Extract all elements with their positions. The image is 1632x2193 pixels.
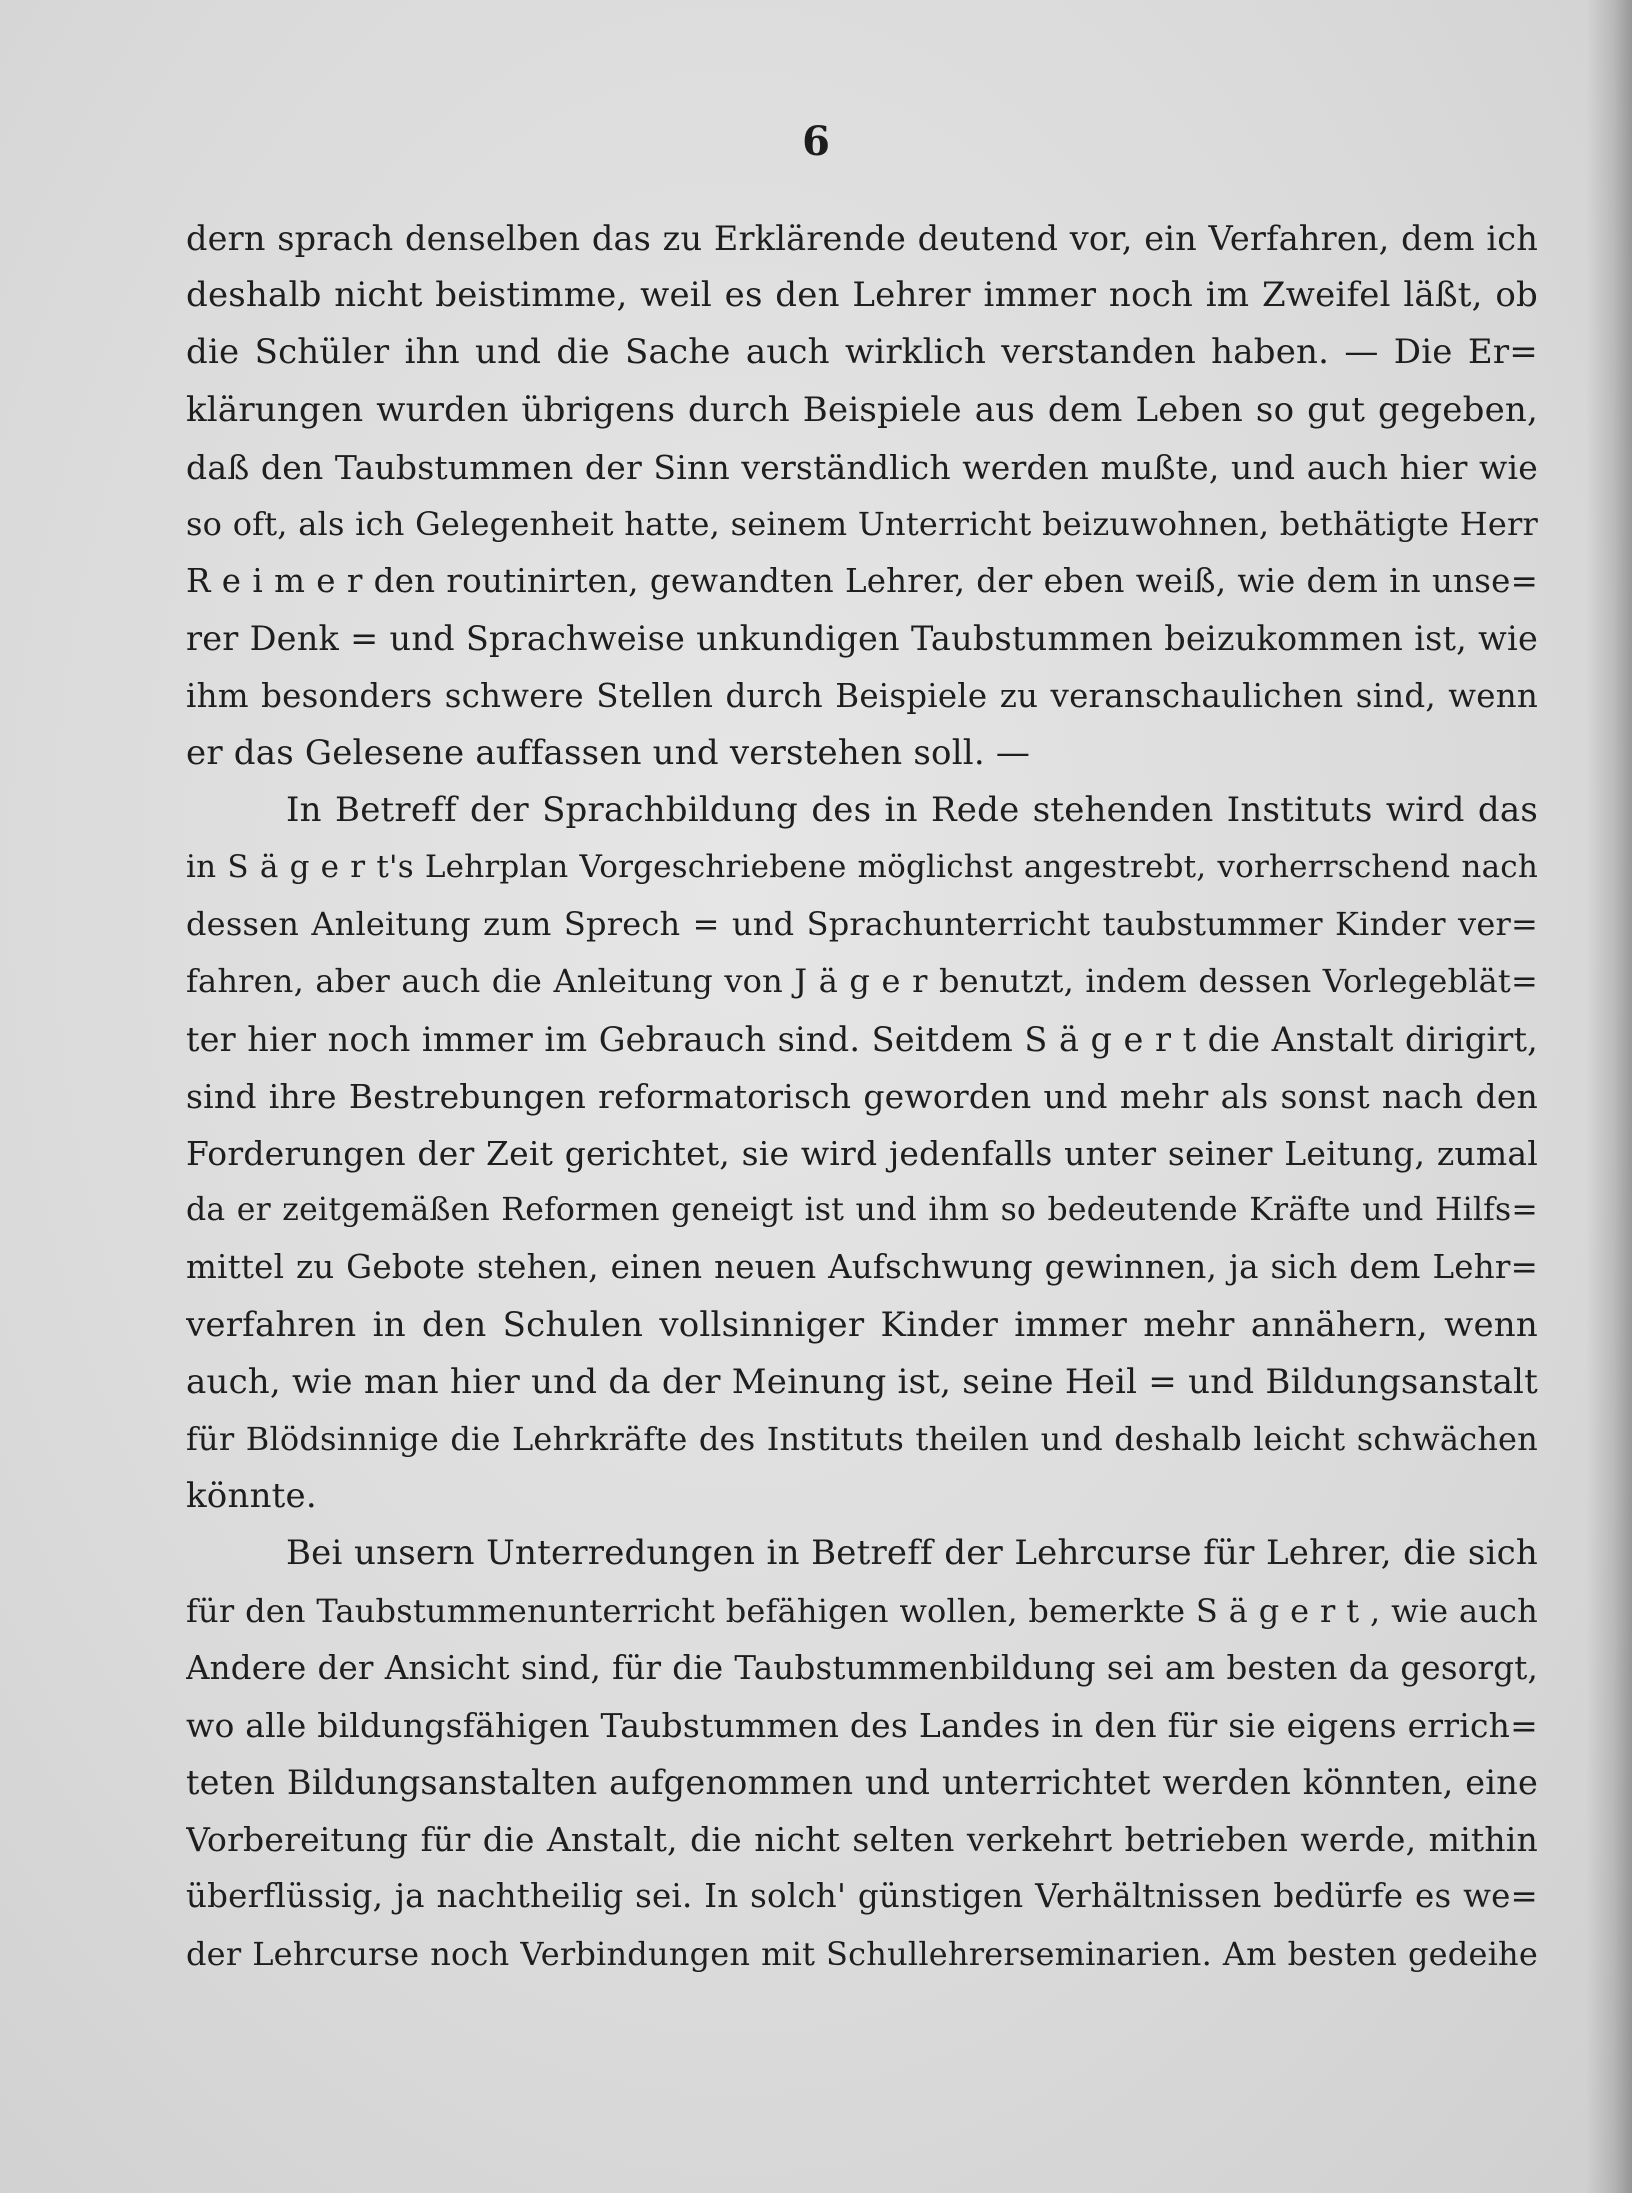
- text-line: ter hier noch immer im Gebrauch sind. Seitdem S ä g e r t die Anstalt dirigirt,: [186, 1019, 1538, 1059]
- text-line: R e i m e r den routinirten, gewandten Lehrer, der eben weiß, wie dem in unse=: [186, 562, 1538, 601]
- text-line: Forderungen der Zeit gerichtet, sie wird jedenfalls unter seiner Leitung, zumal: [186, 1134, 1538, 1173]
- text-line: so oft, als ich Gelegenheit hatte, seinem Unterricht beizuwohnen, bethätigte Herr: [186, 504, 1538, 543]
- text-line: für den Taubstummenunterricht befähigen wollen, bemerkte S ä g e r t , wie auch: [186, 1591, 1538, 1630]
- page-edge-shadow: [1586, 0, 1632, 2193]
- text-line: deshalb nicht beistimme, weil es den Lehrer immer noch im Zweifel läßt, ob: [186, 275, 1538, 316]
- text-line: mittel zu Gebote stehen, einen neuen Aufschwung gewinnen, ja sich dem Lehr=: [186, 1248, 1538, 1287]
- text-line: da er zeitgemäßen Reformen geneigt ist und ihm so bedeutende Kräfte und Hilfs=: [186, 1192, 1538, 1229]
- page-number: 6: [802, 118, 830, 165]
- text-line: In Betreff der Sprachbildung des in Rede stehenden Instituts wird das: [286, 789, 1538, 830]
- text-line: Vorbereitung für die Anstalt, die nicht selten verkehrt betrieben werde, mithin: [186, 1820, 1538, 1860]
- text-line: in S ä g e r t's Lehrplan Vorgeschriebene möglichst angestrebt, vorherrschend nach: [186, 849, 1538, 886]
- text-line: Bei unsern Unterredungen in Betreff der Lehrcurse für Lehrer, die sich: [286, 1533, 1538, 1574]
- text-line: klärungen wurden übrigens durch Beispiele aus dem Leben so gut gegeben,: [186, 389, 1538, 430]
- text-line: verfahren in den Schulen vollsinniger Kinder immer mehr annähern, wenn: [186, 1304, 1538, 1345]
- text-line: fahren, aber auch die Anleitung von J ä g e r benutzt, indem dessen Vorlegeblät=: [186, 962, 1538, 1001]
- text-line: könnte.: [186, 1476, 317, 1517]
- text-line: dern sprach denselben das zu Erklärende deutend vor, ein Verfahren, dem ich: [186, 219, 1538, 258]
- text-line: rer Denk = und Sprachweise unkundigen Taubstummen beizukommen ist, wie: [186, 619, 1538, 659]
- text-line: Andere der Ansicht sind, für die Taubstummenbildung sei am besten da gesorgt,: [186, 1648, 1538, 1687]
- text-line: der Lehrcurse noch Verbindungen mit Schullehrerseminarien. Am besten gedeihe: [186, 1934, 1538, 1973]
- text-line: daß den Taubstummen der Sinn verständlich werden mußte, und auch hier wie: [186, 447, 1538, 487]
- text-line: wo alle bildungsfähigen Taubstummen des Landes in den für sie eigens errich=: [186, 1705, 1538, 1745]
- text-line: dessen Anleitung zum Sprech = und Sprachunterricht taubstummer Kinder ver=: [186, 905, 1538, 944]
- text-line: die Schüler ihn und die Sache auch wirklich verstanden haben. — Die Er=: [186, 332, 1538, 373]
- text-line: teten Bildungsanstalten aufgenommen und unterrichtet werden könnten, eine: [186, 1763, 1538, 1803]
- text-line: auch, wie man hier und da der Meinung ist, seine Heil = und Bildungsanstalt: [186, 1361, 1538, 1402]
- text-line: überflüssig, ja nachtheilig sei. In solch' günstigen Verhältnissen bedürfe es we=: [186, 1877, 1538, 1916]
- text-line: sind ihre Bestrebungen reformatorisch geworden und mehr als sonst nach den: [186, 1076, 1538, 1116]
- text-line: für Blödsinnige die Lehrkräfte des Instituts theilen und deshalb leicht schwächen: [186, 1419, 1538, 1458]
- text-line: ihm besonders schwere Stellen durch Beispiele zu veranschaulichen sind, wenn: [186, 676, 1538, 715]
- text-line: er das Gelesene auffassen und verstehen soll. —: [186, 732, 1031, 773]
- body-text: [186, 210, 1538, 1983]
